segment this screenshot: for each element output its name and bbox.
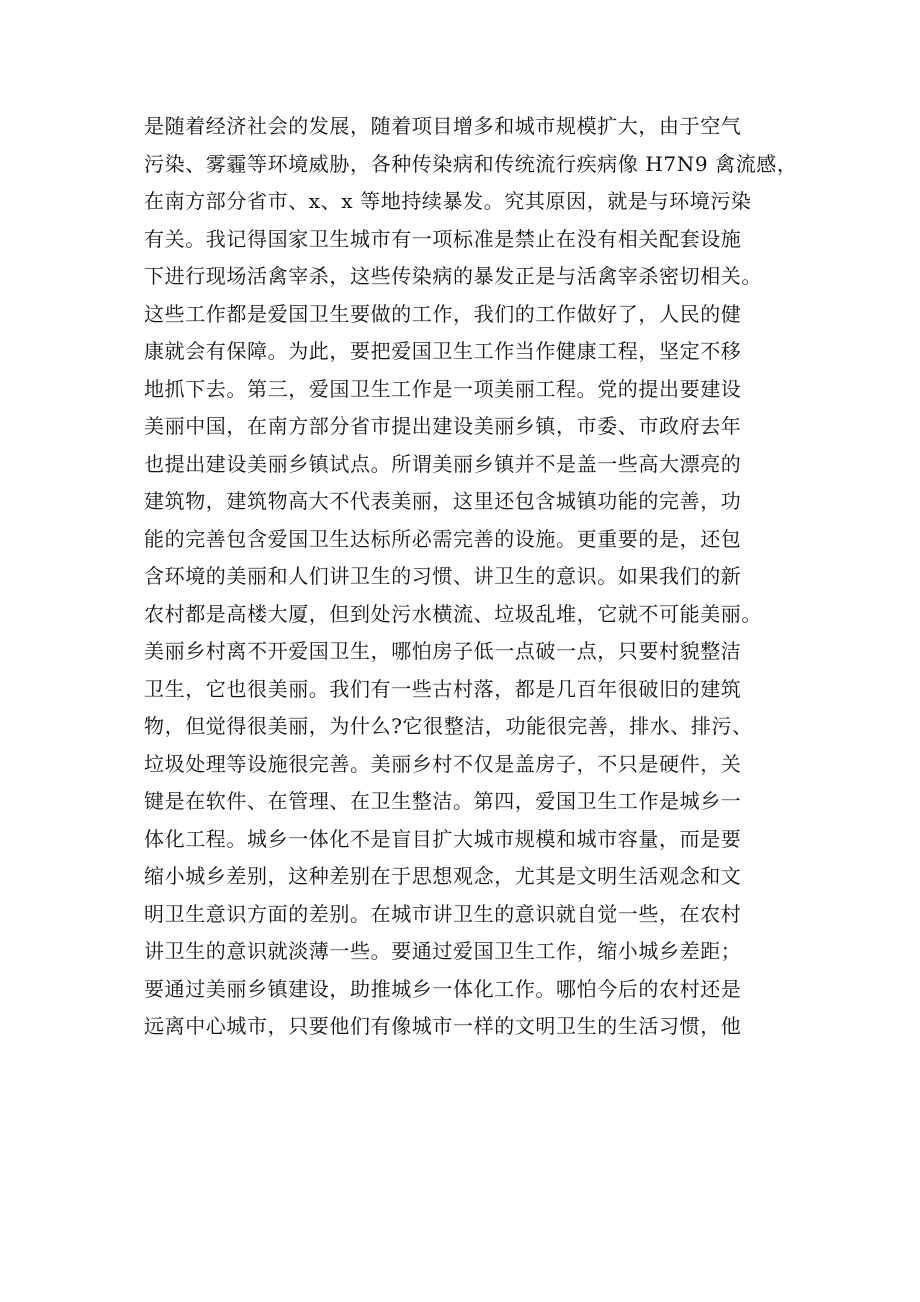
text-line-21: 缩小城乡差别，这种差别在于思想观念，尤其是文明生活观念和文 — [144, 864, 742, 888]
text-line-19: 键是在软件、在管理、在卫生整洁。第四，爱国卫生工作是城乡一 — [144, 789, 742, 813]
text-line-12: 能的完善包含爱国卫生达标所必需完善的设施。更重要的是，还包 — [144, 526, 742, 551]
text-line-16: 卫生，它也很美丽。我们有一些古村落，都是几百年很破旧的建筑 — [144, 676, 742, 701]
text-line-4: 有关。我记得国家卫生城市有一项标准是禁止在没有相关配套设施 — [144, 226, 742, 251]
text-line-1: 是随着经济社会的发展，随着项目增多和城市规模扩大，由于空气 — [144, 114, 742, 138]
text-line-25: 远离中心城市，只要他们有像城市一样的文明卫生的生活习惯，他 — [144, 1014, 742, 1038]
text-line-10: 也提出建设美丽乡镇试点。所谓美丽乡镇并不是盖一些高大漂亮的 — [144, 451, 742, 476]
text-line-15: 美丽乡村离不开爱国卫生，哪怕房子低一点破一点，只要村貌整洁 — [144, 639, 742, 663]
text-line-7: 康就会有保障。为此，要把爱国卫生工作当作健康工程，坚定不移 — [144, 339, 742, 363]
text-line-14: 农村都是高楼大厦，但到处污水横流、垃圾乱堆，它就不可能美丽。 — [144, 601, 762, 626]
text-line-23: 讲卫生的意识就淡薄一些。要通过爱国卫生工作，缩小城乡差距； — [144, 939, 742, 963]
text-line-20: 体化工程。城乡一体化不是盲目扩大城市规模和城市容量，而是要 — [144, 826, 742, 851]
text-line-2: 污染、雾霾等环境威胁，各种传染病和传统流行疾病像 H7N9 禽流感， — [144, 151, 798, 176]
text-line-13: 含环境的美丽和人们讲卫生的习惯、讲卫生的意识。如果我们的新 — [144, 564, 742, 588]
text-line-22: 明卫生意识方面的差别。在城市讲卫生的意识就自觉一些，在农村 — [144, 901, 742, 926]
text-line-6: 这些工作都是爱国卫生要做的工作，我们的工作做好了，人民的健 — [144, 301, 742, 326]
text-line-11: 建筑物，建筑物高大不代表美丽，这里还包含城镇功能的完善，功 — [144, 489, 742, 513]
text-line-9: 美丽中国，在南方部分省市提出建设美丽乡镇，市委、市政府去年 — [144, 414, 742, 438]
text-line-18: 垃圾处理等设施很完善。美丽乡村不仅是盖房子，不只是硬件，关 — [144, 751, 742, 776]
text-line-3: 在南方部分省市、x、x 等地持续暴发。究其原因，就是与环境污染 — [144, 189, 752, 213]
text-line-17: 物，但觉得很美丽，为什么?它很整洁，功能很完善，排水、排污、 — [144, 714, 753, 738]
text-line-5: 下进行现场活禽宰杀，这些传染病的暴发正是与活禽宰杀密切相关。 — [144, 264, 762, 288]
body-text — [144, 108, 804, 1046]
text-line-8: 地抓下去。第三，爱国卫生工作是一项美丽工程。党的提出要建设 — [144, 376, 742, 401]
text-line-24: 要通过美丽乡镇建设，助推城乡一体化工作。哪怕今后的农村还是 — [144, 976, 742, 1001]
